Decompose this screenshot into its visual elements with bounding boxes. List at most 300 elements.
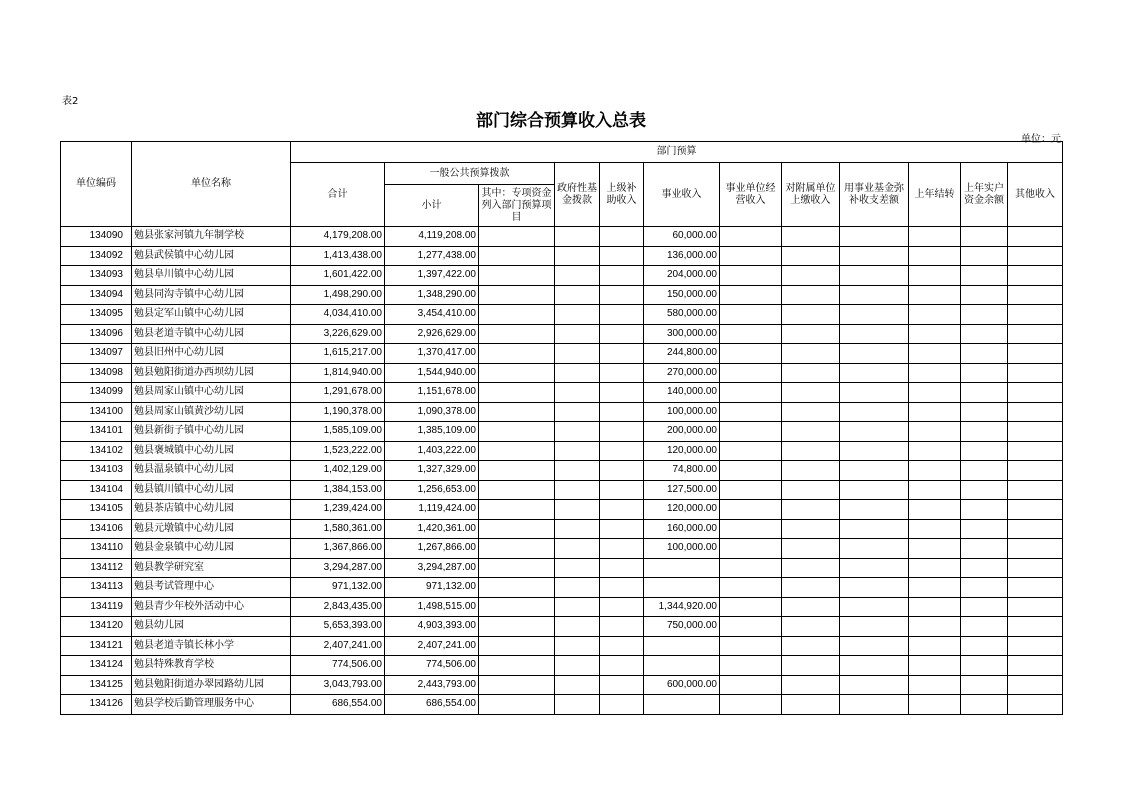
affiliate-income-cell[interactable]: [782, 402, 840, 422]
total-cell[interactable]: 2,407,241.00: [291, 636, 385, 656]
fund-deficit-cell[interactable]: [840, 500, 909, 520]
carryover-cell[interactable]: [909, 656, 961, 676]
table-row[interactable]: [61, 422, 1063, 442]
table-row[interactable]: [61, 695, 1063, 715]
table-row[interactable]: [61, 519, 1063, 539]
subtotal-cell[interactable]: 1,277,438.00: [385, 246, 479, 266]
other-income-cell[interactable]: [1008, 656, 1063, 676]
unit-code-cell[interactable]: 134110: [61, 539, 132, 559]
superior-subsidy-cell[interactable]: [600, 246, 644, 266]
fund-deficit-cell[interactable]: [840, 441, 909, 461]
prior-balance-cell[interactable]: [961, 636, 1008, 656]
operating-income-cell[interactable]: [720, 519, 782, 539]
subtotal-cell[interactable]: 1,397,422.00: [385, 266, 479, 286]
other-income-cell[interactable]: [1008, 617, 1063, 637]
operating-income-cell[interactable]: [720, 675, 782, 695]
superior-subsidy-cell[interactable]: [600, 383, 644, 403]
unit-code-cell[interactable]: 134100: [61, 402, 132, 422]
fund-deficit-cell[interactable]: [840, 578, 909, 598]
operating-income-cell[interactable]: [720, 305, 782, 325]
subtotal-cell[interactable]: 2,443,793.00: [385, 675, 479, 695]
superior-subsidy-cell[interactable]: [600, 266, 644, 286]
gov-fund-cell[interactable]: [555, 636, 600, 656]
prior-balance-cell[interactable]: [961, 578, 1008, 598]
business-income-cell[interactable]: 1,344,920.00: [644, 597, 720, 617]
total-cell[interactable]: 1,291,678.00: [291, 383, 385, 403]
other-income-cell[interactable]: [1008, 344, 1063, 364]
affiliate-income-cell[interactable]: [782, 383, 840, 403]
total-cell[interactable]: 5,653,393.00: [291, 617, 385, 637]
special-funds-cell[interactable]: [479, 578, 555, 598]
business-income-cell[interactable]: 160,000.00: [644, 519, 720, 539]
gov-fund-cell[interactable]: [555, 461, 600, 481]
unit-name-cell[interactable]: 勉县老道寺镇长林小学: [132, 636, 291, 656]
business-income-cell[interactable]: 300,000.00: [644, 324, 720, 344]
special-funds-cell[interactable]: [479, 636, 555, 656]
total-cell[interactable]: 4,034,410.00: [291, 305, 385, 325]
special-funds-cell[interactable]: [479, 402, 555, 422]
other-income-cell[interactable]: [1008, 383, 1063, 403]
operating-income-cell[interactable]: [720, 558, 782, 578]
table-row[interactable]: [61, 305, 1063, 325]
subtotal-cell[interactable]: 3,294,287.00: [385, 558, 479, 578]
subtotal-cell[interactable]: 2,407,241.00: [385, 636, 479, 656]
affiliate-income-cell[interactable]: [782, 578, 840, 598]
affiliate-income-cell[interactable]: [782, 539, 840, 559]
affiliate-income-cell[interactable]: [782, 500, 840, 520]
carryover-cell[interactable]: [909, 480, 961, 500]
subtotal-cell[interactable]: 1,385,109.00: [385, 422, 479, 442]
special-funds-cell[interactable]: [479, 227, 555, 247]
other-income-cell[interactable]: [1008, 500, 1063, 520]
prior-balance-cell[interactable]: [961, 344, 1008, 364]
total-cell[interactable]: 3,043,793.00: [291, 675, 385, 695]
operating-income-cell[interactable]: [720, 227, 782, 247]
gov-fund-cell[interactable]: [555, 480, 600, 500]
unit-code-cell[interactable]: 134093: [61, 266, 132, 286]
other-income-cell[interactable]: [1008, 695, 1063, 715]
special-funds-cell[interactable]: [479, 461, 555, 481]
carryover-cell[interactable]: [909, 324, 961, 344]
superior-subsidy-cell[interactable]: [600, 519, 644, 539]
gov-fund-cell[interactable]: [555, 324, 600, 344]
prior-balance-cell[interactable]: [961, 656, 1008, 676]
unit-name-cell[interactable]: 勉县同沟寺镇中心幼儿园: [132, 285, 291, 305]
other-income-cell[interactable]: [1008, 266, 1063, 286]
special-funds-cell[interactable]: [479, 558, 555, 578]
operating-income-cell[interactable]: [720, 344, 782, 364]
special-funds-cell[interactable]: [479, 656, 555, 676]
business-income-cell[interactable]: [644, 695, 720, 715]
prior-balance-cell[interactable]: [961, 441, 1008, 461]
unit-name-cell[interactable]: 勉县武侯镇中心幼儿园: [132, 246, 291, 266]
unit-code-cell[interactable]: 134095: [61, 305, 132, 325]
superior-subsidy-cell[interactable]: [600, 344, 644, 364]
special-funds-cell[interactable]: [479, 363, 555, 383]
unit-name-cell[interactable]: 勉县元墩镇中心幼儿园: [132, 519, 291, 539]
fund-deficit-cell[interactable]: [840, 383, 909, 403]
fund-deficit-cell[interactable]: [840, 285, 909, 305]
carryover-cell[interactable]: [909, 675, 961, 695]
fund-deficit-cell[interactable]: [840, 558, 909, 578]
table-row[interactable]: [61, 578, 1063, 598]
unit-name-cell[interactable]: 勉县勉阳街道办西坝幼儿园: [132, 363, 291, 383]
business-income-cell[interactable]: 580,000.00: [644, 305, 720, 325]
carryover-cell[interactable]: [909, 695, 961, 715]
carryover-cell[interactable]: [909, 266, 961, 286]
business-income-cell[interactable]: [644, 636, 720, 656]
carryover-cell[interactable]: [909, 363, 961, 383]
gov-fund-cell[interactable]: [555, 246, 600, 266]
table-row[interactable]: [61, 558, 1063, 578]
superior-subsidy-cell[interactable]: [600, 402, 644, 422]
unit-code-cell[interactable]: 134112: [61, 558, 132, 578]
superior-subsidy-cell[interactable]: [600, 578, 644, 598]
prior-balance-cell[interactable]: [961, 500, 1008, 520]
other-income-cell[interactable]: [1008, 305, 1063, 325]
unit-code-cell[interactable]: 134113: [61, 578, 132, 598]
unit-code-cell[interactable]: 134090: [61, 227, 132, 247]
total-cell[interactable]: 3,226,629.00: [291, 324, 385, 344]
total-cell[interactable]: 2,843,435.00: [291, 597, 385, 617]
gov-fund-cell[interactable]: [555, 617, 600, 637]
gov-fund-cell[interactable]: [555, 422, 600, 442]
carryover-cell[interactable]: [909, 558, 961, 578]
operating-income-cell[interactable]: [720, 246, 782, 266]
subtotal-cell[interactable]: 4,903,393.00: [385, 617, 479, 637]
unit-name-cell[interactable]: 勉县金泉镇中心幼儿园: [132, 539, 291, 559]
other-income-cell[interactable]: [1008, 675, 1063, 695]
subtotal-cell[interactable]: 1,119,424.00: [385, 500, 479, 520]
prior-balance-cell[interactable]: [961, 227, 1008, 247]
unit-code-cell[interactable]: 134101: [61, 422, 132, 442]
special-funds-cell[interactable]: [479, 305, 555, 325]
total-cell[interactable]: 3,294,287.00: [291, 558, 385, 578]
superior-subsidy-cell[interactable]: [600, 324, 644, 344]
prior-balance-cell[interactable]: [961, 539, 1008, 559]
superior-subsidy-cell[interactable]: [600, 675, 644, 695]
superior-subsidy-cell[interactable]: [600, 636, 644, 656]
business-income-cell[interactable]: 204,000.00: [644, 266, 720, 286]
operating-income-cell[interactable]: [720, 480, 782, 500]
fund-deficit-cell[interactable]: [840, 344, 909, 364]
gov-fund-cell[interactable]: [555, 363, 600, 383]
gov-fund-cell[interactable]: [555, 227, 600, 247]
carryover-cell[interactable]: [909, 285, 961, 305]
subtotal-cell[interactable]: 1,403,222.00: [385, 441, 479, 461]
unit-name-cell[interactable]: 勉县周家山镇中心幼儿园: [132, 383, 291, 403]
table-row[interactable]: [61, 285, 1063, 305]
unit-code-cell[interactable]: 134097: [61, 344, 132, 364]
business-income-cell[interactable]: [644, 578, 720, 598]
gov-fund-cell[interactable]: [555, 402, 600, 422]
fund-deficit-cell[interactable]: [840, 227, 909, 247]
table-row[interactable]: [61, 344, 1063, 364]
operating-income-cell[interactable]: [720, 363, 782, 383]
gov-fund-cell[interactable]: [555, 441, 600, 461]
unit-code-cell[interactable]: 134121: [61, 636, 132, 656]
business-income-cell[interactable]: 750,000.00: [644, 617, 720, 637]
fund-deficit-cell[interactable]: [840, 246, 909, 266]
prior-balance-cell[interactable]: [961, 558, 1008, 578]
operating-income-cell[interactable]: [720, 578, 782, 598]
unit-name-cell[interactable]: 勉县温泉镇中心幼儿园: [132, 461, 291, 481]
prior-balance-cell[interactable]: [961, 363, 1008, 383]
operating-income-cell[interactable]: [720, 597, 782, 617]
other-income-cell[interactable]: [1008, 636, 1063, 656]
subtotal-cell[interactable]: 774,506.00: [385, 656, 479, 676]
gov-fund-cell[interactable]: [555, 266, 600, 286]
unit-name-cell[interactable]: 勉县张家河镇九年制学校: [132, 227, 291, 247]
other-income-cell[interactable]: [1008, 246, 1063, 266]
subtotal-cell[interactable]: 1,267,866.00: [385, 539, 479, 559]
carryover-cell[interactable]: [909, 344, 961, 364]
unit-name-cell[interactable]: 勉县幼儿园: [132, 617, 291, 637]
unit-code-cell[interactable]: 134104: [61, 480, 132, 500]
operating-income-cell[interactable]: [720, 422, 782, 442]
superior-subsidy-cell[interactable]: [600, 285, 644, 305]
carryover-cell[interactable]: [909, 461, 961, 481]
table-row[interactable]: [61, 617, 1063, 637]
superior-subsidy-cell[interactable]: [600, 227, 644, 247]
total-cell[interactable]: 686,554.00: [291, 695, 385, 715]
gov-fund-cell[interactable]: [555, 519, 600, 539]
table-row[interactable]: [61, 363, 1063, 383]
affiliate-income-cell[interactable]: [782, 656, 840, 676]
other-income-cell[interactable]: [1008, 285, 1063, 305]
superior-subsidy-cell[interactable]: [600, 305, 644, 325]
unit-name-cell[interactable]: 勉县教学研究室: [132, 558, 291, 578]
fund-deficit-cell[interactable]: [840, 305, 909, 325]
other-income-cell[interactable]: [1008, 402, 1063, 422]
special-funds-cell[interactable]: [479, 246, 555, 266]
prior-balance-cell[interactable]: [961, 519, 1008, 539]
operating-income-cell[interactable]: [720, 461, 782, 481]
affiliate-income-cell[interactable]: [782, 480, 840, 500]
unit-code-cell[interactable]: 134099: [61, 383, 132, 403]
carryover-cell[interactable]: [909, 402, 961, 422]
prior-balance-cell[interactable]: [961, 675, 1008, 695]
special-funds-cell[interactable]: [479, 324, 555, 344]
fund-deficit-cell[interactable]: [840, 402, 909, 422]
affiliate-income-cell[interactable]: [782, 558, 840, 578]
table-row[interactable]: [61, 461, 1063, 481]
subtotal-cell[interactable]: 1,151,678.00: [385, 383, 479, 403]
other-income-cell[interactable]: [1008, 363, 1063, 383]
prior-balance-cell[interactable]: [961, 461, 1008, 481]
unit-name-cell[interactable]: 勉县特殊教育学校: [132, 656, 291, 676]
operating-income-cell[interactable]: [720, 324, 782, 344]
business-income-cell[interactable]: 200,000.00: [644, 422, 720, 442]
special-funds-cell[interactable]: [479, 597, 555, 617]
business-income-cell[interactable]: 136,000.00: [644, 246, 720, 266]
special-funds-cell[interactable]: [479, 344, 555, 364]
affiliate-income-cell[interactable]: [782, 597, 840, 617]
gov-fund-cell[interactable]: [555, 578, 600, 598]
unit-code-cell[interactable]: 134103: [61, 461, 132, 481]
table-row[interactable]: [61, 597, 1063, 617]
unit-code-cell[interactable]: 134096: [61, 324, 132, 344]
prior-balance-cell[interactable]: [961, 480, 1008, 500]
superior-subsidy-cell[interactable]: [600, 441, 644, 461]
business-income-cell[interactable]: 120,000.00: [644, 441, 720, 461]
subtotal-cell[interactable]: 686,554.00: [385, 695, 479, 715]
business-income-cell[interactable]: 60,000.00: [644, 227, 720, 247]
subtotal-cell[interactable]: 3,454,410.00: [385, 305, 479, 325]
table-row[interactable]: [61, 656, 1063, 676]
other-income-cell[interactable]: [1008, 227, 1063, 247]
unit-code-cell[interactable]: 134106: [61, 519, 132, 539]
superior-subsidy-cell[interactable]: [600, 500, 644, 520]
prior-balance-cell[interactable]: [961, 695, 1008, 715]
superior-subsidy-cell[interactable]: [600, 480, 644, 500]
operating-income-cell[interactable]: [720, 539, 782, 559]
unit-name-cell[interactable]: 勉县学校后勤管理服务中心: [132, 695, 291, 715]
fund-deficit-cell[interactable]: [840, 656, 909, 676]
fund-deficit-cell[interactable]: [840, 363, 909, 383]
operating-income-cell[interactable]: [720, 656, 782, 676]
carryover-cell[interactable]: [909, 578, 961, 598]
subtotal-cell[interactable]: 1,370,417.00: [385, 344, 479, 364]
prior-balance-cell[interactable]: [961, 422, 1008, 442]
gov-fund-cell[interactable]: [555, 305, 600, 325]
unit-name-cell[interactable]: 勉县青少年校外活动中心: [132, 597, 291, 617]
unit-code-cell[interactable]: 134125: [61, 675, 132, 695]
carryover-cell[interactable]: [909, 246, 961, 266]
business-income-cell[interactable]: 100,000.00: [644, 539, 720, 559]
unit-code-cell[interactable]: 134092: [61, 246, 132, 266]
table-row[interactable]: [61, 266, 1063, 286]
affiliate-income-cell[interactable]: [782, 305, 840, 325]
gov-fund-cell[interactable]: [555, 285, 600, 305]
operating-income-cell[interactable]: [720, 266, 782, 286]
carryover-cell[interactable]: [909, 617, 961, 637]
table-row[interactable]: [61, 539, 1063, 559]
gov-fund-cell[interactable]: [555, 675, 600, 695]
total-cell[interactable]: 1,413,438.00: [291, 246, 385, 266]
prior-balance-cell[interactable]: [961, 246, 1008, 266]
fund-deficit-cell[interactable]: [840, 539, 909, 559]
gov-fund-cell[interactable]: [555, 500, 600, 520]
table-row[interactable]: [61, 383, 1063, 403]
affiliate-income-cell[interactable]: [782, 675, 840, 695]
unit-name-cell[interactable]: 勉县考试管理中心: [132, 578, 291, 598]
affiliate-income-cell[interactable]: [782, 363, 840, 383]
total-cell[interactable]: 4,179,208.00: [291, 227, 385, 247]
unit-name-cell[interactable]: 勉县旧州中心幼儿园: [132, 344, 291, 364]
subtotal-cell[interactable]: 4,119,208.00: [385, 227, 479, 247]
total-cell[interactable]: 1,601,422.00: [291, 266, 385, 286]
business-income-cell[interactable]: 140,000.00: [644, 383, 720, 403]
carryover-cell[interactable]: [909, 500, 961, 520]
carryover-cell[interactable]: [909, 636, 961, 656]
prior-balance-cell[interactable]: [961, 597, 1008, 617]
subtotal-cell[interactable]: 1,256,653.00: [385, 480, 479, 500]
prior-balance-cell[interactable]: [961, 383, 1008, 403]
superior-subsidy-cell[interactable]: [600, 461, 644, 481]
superior-subsidy-cell[interactable]: [600, 539, 644, 559]
operating-income-cell[interactable]: [720, 617, 782, 637]
total-cell[interactable]: 1,580,361.00: [291, 519, 385, 539]
unit-code-cell[interactable]: 134098: [61, 363, 132, 383]
other-income-cell[interactable]: [1008, 539, 1063, 559]
fund-deficit-cell[interactable]: [840, 480, 909, 500]
unit-name-cell[interactable]: 勉县镇川镇中心幼儿园: [132, 480, 291, 500]
special-funds-cell[interactable]: [479, 500, 555, 520]
special-funds-cell[interactable]: [479, 675, 555, 695]
fund-deficit-cell[interactable]: [840, 422, 909, 442]
business-income-cell[interactable]: [644, 656, 720, 676]
gov-fund-cell[interactable]: [555, 597, 600, 617]
subtotal-cell[interactable]: 1,327,329.00: [385, 461, 479, 481]
total-cell[interactable]: 971,132.00: [291, 578, 385, 598]
prior-balance-cell[interactable]: [961, 324, 1008, 344]
affiliate-income-cell[interactable]: [782, 285, 840, 305]
superior-subsidy-cell[interactable]: [600, 656, 644, 676]
operating-income-cell[interactable]: [720, 441, 782, 461]
business-income-cell[interactable]: 127,500.00: [644, 480, 720, 500]
fund-deficit-cell[interactable]: [840, 597, 909, 617]
other-income-cell[interactable]: [1008, 324, 1063, 344]
carryover-cell[interactable]: [909, 383, 961, 403]
gov-fund-cell[interactable]: [555, 656, 600, 676]
table-row[interactable]: [61, 675, 1063, 695]
gov-fund-cell[interactable]: [555, 539, 600, 559]
fund-deficit-cell[interactable]: [840, 695, 909, 715]
prior-balance-cell[interactable]: [961, 305, 1008, 325]
unit-name-cell[interactable]: 勉县褒城镇中心幼儿园: [132, 441, 291, 461]
affiliate-income-cell[interactable]: [782, 519, 840, 539]
total-cell[interactable]: 1,585,109.00: [291, 422, 385, 442]
total-cell[interactable]: 774,506.00: [291, 656, 385, 676]
other-income-cell[interactable]: [1008, 441, 1063, 461]
business-income-cell[interactable]: 600,000.00: [644, 675, 720, 695]
business-income-cell[interactable]: 150,000.00: [644, 285, 720, 305]
affiliate-income-cell[interactable]: [782, 441, 840, 461]
unit-code-cell[interactable]: 134119: [61, 597, 132, 617]
carryover-cell[interactable]: [909, 227, 961, 247]
special-funds-cell[interactable]: [479, 285, 555, 305]
carryover-cell[interactable]: [909, 597, 961, 617]
special-funds-cell[interactable]: [479, 422, 555, 442]
gov-fund-cell[interactable]: [555, 695, 600, 715]
fund-deficit-cell[interactable]: [840, 519, 909, 539]
fund-deficit-cell[interactable]: [840, 461, 909, 481]
unit-code-cell[interactable]: 134126: [61, 695, 132, 715]
total-cell[interactable]: 1,814,940.00: [291, 363, 385, 383]
subtotal-cell[interactable]: 1,090,378.00: [385, 402, 479, 422]
total-cell[interactable]: 1,367,866.00: [291, 539, 385, 559]
affiliate-income-cell[interactable]: [782, 227, 840, 247]
special-funds-cell[interactable]: [479, 519, 555, 539]
table-row[interactable]: [61, 402, 1063, 422]
table-row[interactable]: [61, 500, 1063, 520]
total-cell[interactable]: 1,402,129.00: [291, 461, 385, 481]
operating-income-cell[interactable]: [720, 636, 782, 656]
unit-name-cell[interactable]: 勉县阜川镇中心幼儿园: [132, 266, 291, 286]
other-income-cell[interactable]: [1008, 461, 1063, 481]
subtotal-cell[interactable]: 971,132.00: [385, 578, 479, 598]
subtotal-cell[interactable]: 1,420,361.00: [385, 519, 479, 539]
unit-code-cell[interactable]: 134102: [61, 441, 132, 461]
unit-name-cell[interactable]: 勉县老道寺镇中心幼儿园: [132, 324, 291, 344]
table-row[interactable]: [61, 227, 1063, 247]
special-funds-cell[interactable]: [479, 539, 555, 559]
unit-name-cell[interactable]: 勉县勉阳街道办翠园路幼儿园: [132, 675, 291, 695]
table-row[interactable]: [61, 324, 1063, 344]
operating-income-cell[interactable]: [720, 383, 782, 403]
affiliate-income-cell[interactable]: [782, 422, 840, 442]
